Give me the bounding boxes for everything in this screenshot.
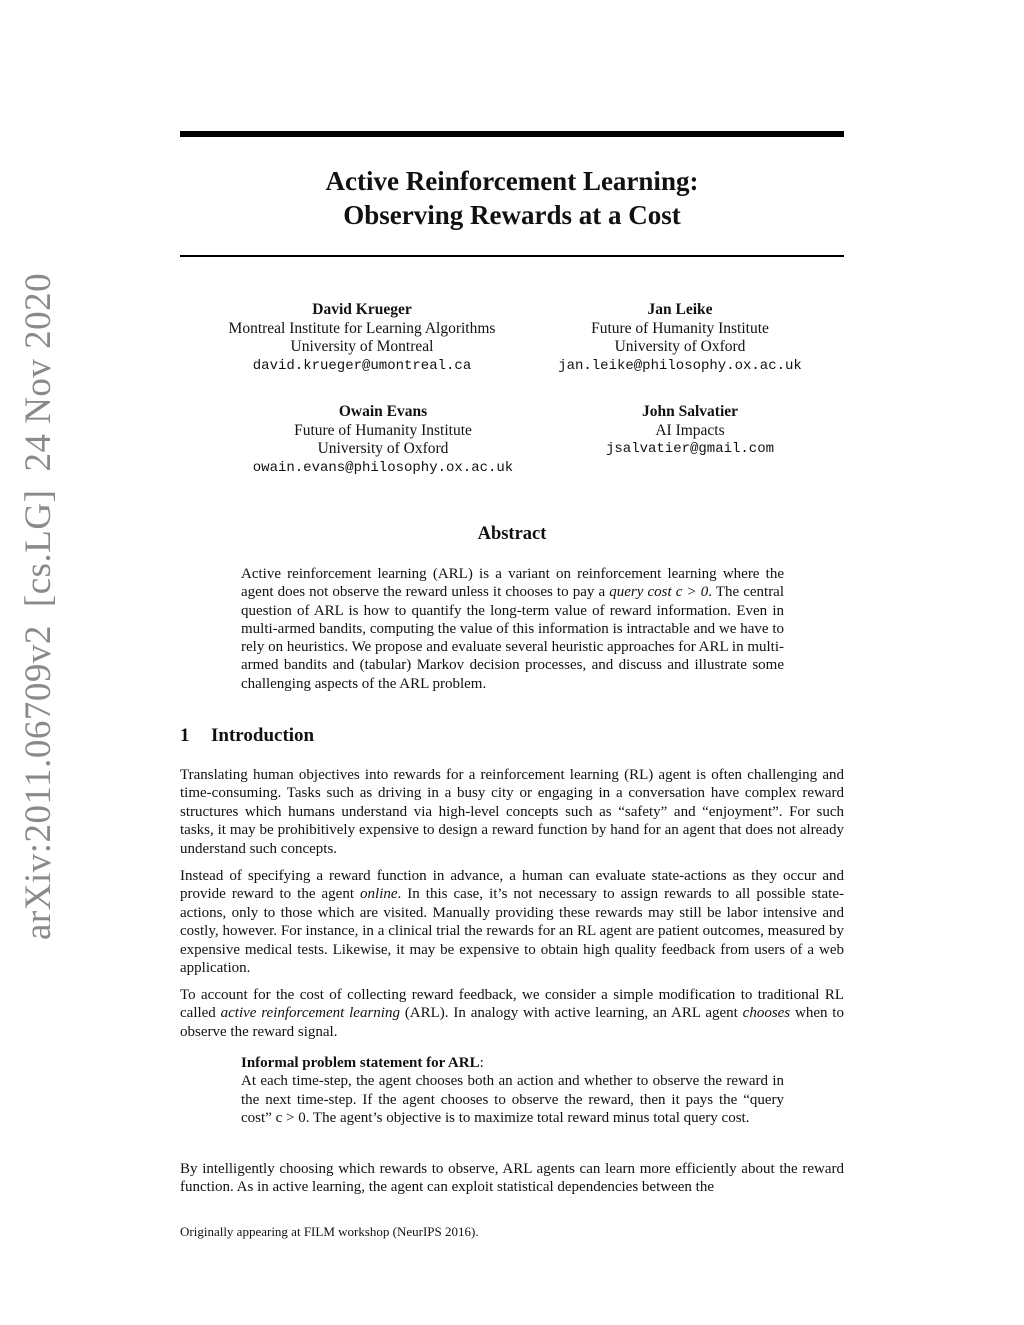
emphasis-text: online [360,886,398,903]
informal-problem-statement [241,1054,784,1128]
abstract-paragraph [241,565,784,693]
title-rule-bottom [180,255,844,257]
author-affiliation: AI Impacts [655,421,725,439]
author-email[interactable]: david.krueger@umontreal.ca [252,357,472,374]
intro-paragraph-4 [180,1160,844,1197]
paragraph-text [180,986,844,1041]
title-line-2: Observing Rewards at a Cost [343,200,681,230]
author-affiliation: University of Oxford [614,338,746,355]
arxiv-date: 24 Nov 2020 [17,272,59,472]
arxiv-stamp [8,272,68,940]
emphasis-text: chooses [742,1005,791,1022]
author-affiliation: Montreal Institute for Learning Algorithms [228,319,496,337]
author-name: Owain Evans [338,403,428,420]
section-number: 1 [180,725,190,746]
author-block [520,403,860,459]
author-email[interactable]: jsalvatier@gmail.com [605,441,775,457]
author-block [213,403,553,477]
author-name: Jan Leike [647,301,713,318]
author-name: David Krueger [312,301,412,318]
paper-title [180,164,844,232]
author-block [510,301,850,375]
informal-colon: : [479,1055,484,1071]
arxiv-id: arXiv:2011.06709v2 [17,625,59,940]
author-affiliation: University of Montreal [290,338,434,355]
query-cost-term: query cost [609,584,672,601]
paragraph-text: Translating human objectives into rewards for a reinforcement learning (RL) agent is often challenging and time-consuming. Tasks such as driving in a busy city or engaging in a conversation have complex reward structures which humans understand via high-level concepts such as “safety” and “enjoyment”. For such tasks, it may be prohibitively expensive to design a reward function by hand for an agent that does not already understand such concepts. [180,767,844,857]
author-block [192,301,532,375]
text-run: (ARL). In analogy with active learning, an ARL agent [399,1005,743,1022]
informal-heading: Informal problem statement for ARL [241,1055,480,1071]
title-rule-top [180,131,844,137]
footnote: Originally appearing at FILM workshop (NeurIPS 2016). [180,1224,479,1239]
intro-paragraph-1 [180,766,844,858]
informal-text: At each time-step, the agent chooses both an action and whether to observe the reward in the next time-step. If the agent chooses to observe the reward, then it pays the “query cost” c > 0. The agent’s objective is to maximize total reward minus total query cost. [241,1073,784,1127]
section-title: Introduction [211,725,315,746]
author-name: John Salvatier [641,403,739,420]
title-line-1: Active Reinforcement Learning: [325,166,699,196]
text-run: . In this case, it’s not necessary to assign rewards to all possible state-actions, only to those which are visited. Manually providing these rewards may still be labor intensive and costly, however. For instance, in a clinical trial the rewards for an RL agent are patient outcomes, measured by expensive medical tests. Likewise, it may be expensive to obtain high quality feedback from users of a web application. [180,886,844,977]
section-heading [180,725,844,747]
author-affiliation: Future of Humanity Institute [591,319,769,337]
abstract-body [241,565,784,693]
text-run: Instead of specifying a reward function in advance, a human can evaluate state-actions as they occur and provide reward to the agent [180,868,844,903]
intro-paragraph-3 [180,986,844,1041]
author-email[interactable]: owain.evans@philosophy.ox.ac.uk [252,459,514,476]
arxiv-category: [cs.LG] [17,489,59,608]
intro-paragraph-2 [180,867,844,977]
author-affiliation: University of Oxford [317,440,449,457]
paragraph-text: By intelligently choosing which rewards to observe, ARL agents can learn more efficiently about the reward function. As in active learning, the agent can exploit statistical dependencies between the [180,1161,844,1196]
abstract-text: Active reinforcement learning (ARL) is a variant on reinforcement learning where the agent does not observe the reward unless it chooses to pay a [241,566,784,601]
author-affiliation: Future of Humanity Institute [294,421,472,439]
text-run: To account for the cost of collecting reward feedback, we consider a simple modification to traditional RL called [180,987,844,1022]
abstract-heading: Abstract [477,524,547,544]
text-run: when to observe the reward signal. [180,1005,844,1040]
query-cost-math: c > 0 [675,584,709,601]
author-email[interactable]: jan.leike@philosophy.ox.ac.uk [558,357,802,374]
emphasis-text: active reinforcement learning [220,1005,400,1022]
abstract-text: . The central question of ARL is how to quantify the long-term value of reward information. Even in multi-armed bandits, computing the value of this information is intractable and we have to rely on heuristics. We propose and evaluate several heuristic approaches for ARL in multi-armed bandits and (tabular) Markov decision processes, and discuss and illustrate some challenging aspects of the ARL problem. [241,584,785,692]
paragraph-text [180,867,844,977]
